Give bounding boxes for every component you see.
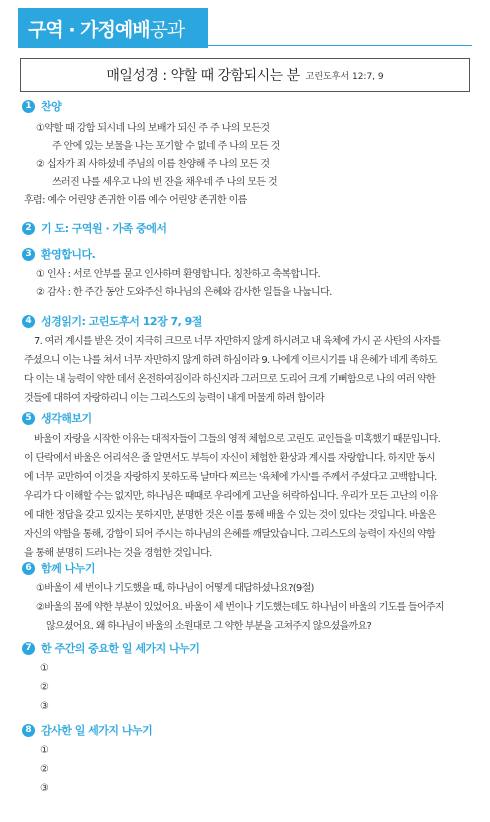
section-number-badge: 3 [22, 248, 35, 261]
blank-item: ③ [40, 783, 49, 794]
section-thanksgiving [22, 722, 474, 798]
section-title: 한 주간의 중요한 일 세가지 나누기 [41, 642, 200, 655]
reflection-line: 에 대한 정답을 갖고 있지는 못하지만, 분명한 것은 이를 통해 배울 수 있는 것이 있다는 것입니다. 바울은 [24, 510, 436, 521]
section-header [22, 246, 474, 262]
section-header [22, 640, 474, 656]
section-title: 성경읽기: 고린도후서 12장 7, 9절 [41, 315, 202, 328]
reflection-line: 자신의 약함을 통해, 강함이 되어 주시는 하나님의 은혜를 깨달았습니다. 그리스도의 능력이 자신의 약함 [24, 529, 436, 540]
section-number-badge: 1 [22, 100, 35, 113]
welcome-line: ② 감사 : 한 주간 동안 도와주신 하나님의 은혜와 감사한 일들을 나눕니다. [36, 287, 332, 298]
section-header [22, 220, 474, 236]
scripture-line: 다 이는 내 능력이 약한 데서 온전하여짐이라 하신지라 그러므로 도리어 크게 기뻐함으로 나의 여러 약한 [24, 374, 436, 385]
section-prayer [22, 220, 474, 236]
reflection-line: 우리가 다 이해할 수는 없지만, 하나님은 때때로 우리에게 고난을 허락하십니다. 우리가 모든 고난의 이유 [24, 491, 438, 502]
section-number-badge: 7 [22, 642, 35, 655]
sharing-question: ②바울의 몸에 약한 부분이 있었어요. 바울이 세 번이나 기도했는데도 하나님이 바울의 기도를 들어주지 [36, 602, 444, 613]
section-header [22, 722, 474, 738]
blank-item: ③ [40, 701, 49, 712]
welcome-line: ① 인사 : 서로 안부를 묻고 인사하며 환영합니다. 칭찬하고 축복합니다. [36, 269, 321, 280]
reflection-line: 이 단락에서 바울은 어리석은 줄 알면서도 부득이 자신이 체험한 환상과 계시를 자랑합니다. 하지만 동시 [24, 453, 436, 464]
header-title-bold: 구역 · 가정예배 [28, 18, 150, 41]
blank-item: ② [40, 764, 49, 775]
section-title: 환영합니다. [41, 248, 96, 261]
praise-line: 주 안에 있는 보물을 나는 포기할 수 없네 주 나의 모든 것 [52, 141, 280, 152]
section-number-badge: 6 [22, 562, 35, 575]
blank-item: ① [40, 663, 49, 674]
reflection-line: 을 통해 분명히 드러나는 것을 경험한 것입니다. [24, 548, 212, 559]
section-header [22, 410, 474, 426]
section-header [22, 560, 474, 576]
sharing-question: 않으셨어요. 왜 하나님이 바울의 소원대로 그 약한 부분을 고쳐주지 않으셨을까요? [46, 621, 372, 632]
section-scripture-reading [22, 313, 474, 408]
section-title: 생각해보기 [41, 412, 92, 425]
section-title: 찬양 [41, 100, 62, 113]
section-header [22, 313, 474, 329]
section-title: 기 도: 구역원 · 가족 중에서 [41, 222, 167, 235]
daily-verse-box [20, 58, 470, 92]
section-number-badge: 4 [22, 315, 35, 328]
blank-item: ② [40, 682, 49, 693]
verse-reference: 고린도후서 12:7, 9 [305, 71, 384, 82]
section-title: 함께 나누기 [41, 562, 95, 575]
blank-item: ① [40, 745, 49, 756]
section-header [22, 98, 474, 114]
section-welcome [22, 246, 474, 302]
section-number-badge: 2 [22, 222, 35, 235]
section-weekly-events [22, 640, 474, 716]
praise-line: ①약할 때 강함 되시네 나의 보배가 되신 주 주 나의 모든것 [36, 123, 270, 134]
praise-chorus: 후렴: 예수 어린양 존귀한 이름 예수 어린양 존귀한 이름 [24, 195, 247, 206]
section-sharing [22, 560, 474, 636]
praise-line: ② 십자가 죄 사하셨네 주님의 이름 찬양해 주 나의 모든 것 [36, 159, 270, 170]
header-title-light: 공과 [149, 18, 185, 41]
section-number-badge: 5 [22, 412, 35, 425]
page-header-tab [18, 8, 208, 48]
verse-title: 매일성경 : 약할 때 강함되시는 분 [106, 68, 300, 84]
scripture-line: 주셨으니 이는 나를 쳐서 너무 자만하지 않게 하려 하심이라 9. 나에게 이르시기를 내 은혜가 네게 족하도 [24, 355, 437, 366]
section-number-badge: 8 [22, 724, 35, 737]
section-title: 감사한 일 세가지 나누기 [41, 724, 153, 737]
praise-line: 쓰러진 나를 세우고 나의 빈 잔을 채우네 주 나의 모든 것 [52, 177, 278, 188]
header-rule [208, 45, 472, 46]
scripture-line: 7. 여러 계시를 받은 것이 지극히 크므로 너무 자만하지 않게 하시려고 내 육체에 가시 곧 사탄의 사자를 [34, 336, 441, 347]
scripture-line: 것들에 대하여 자랑하리니 이는 그리스도의 능력이 내게 머물게 하려 함이라 [24, 393, 325, 404]
section-reflection [22, 410, 474, 563]
reflection-line: 에 너무 교만하여 이것을 자랑하지 못하도록 날마다 찌르는 '육체에 가시'를 주께서 주셨다고 고백합니다. [24, 472, 437, 483]
sharing-question: ①바울이 세 번이나 기도했을 때, 하나님이 어떻게 대답하셨나요?(9절) [36, 583, 314, 594]
section-praise [22, 98, 474, 210]
reflection-line: 바울이 자랑을 시작한 이유는 대적자들이 그들의 영적 체험으로 고린도 교인들을 미혹했기 때문입니다. [34, 434, 441, 445]
